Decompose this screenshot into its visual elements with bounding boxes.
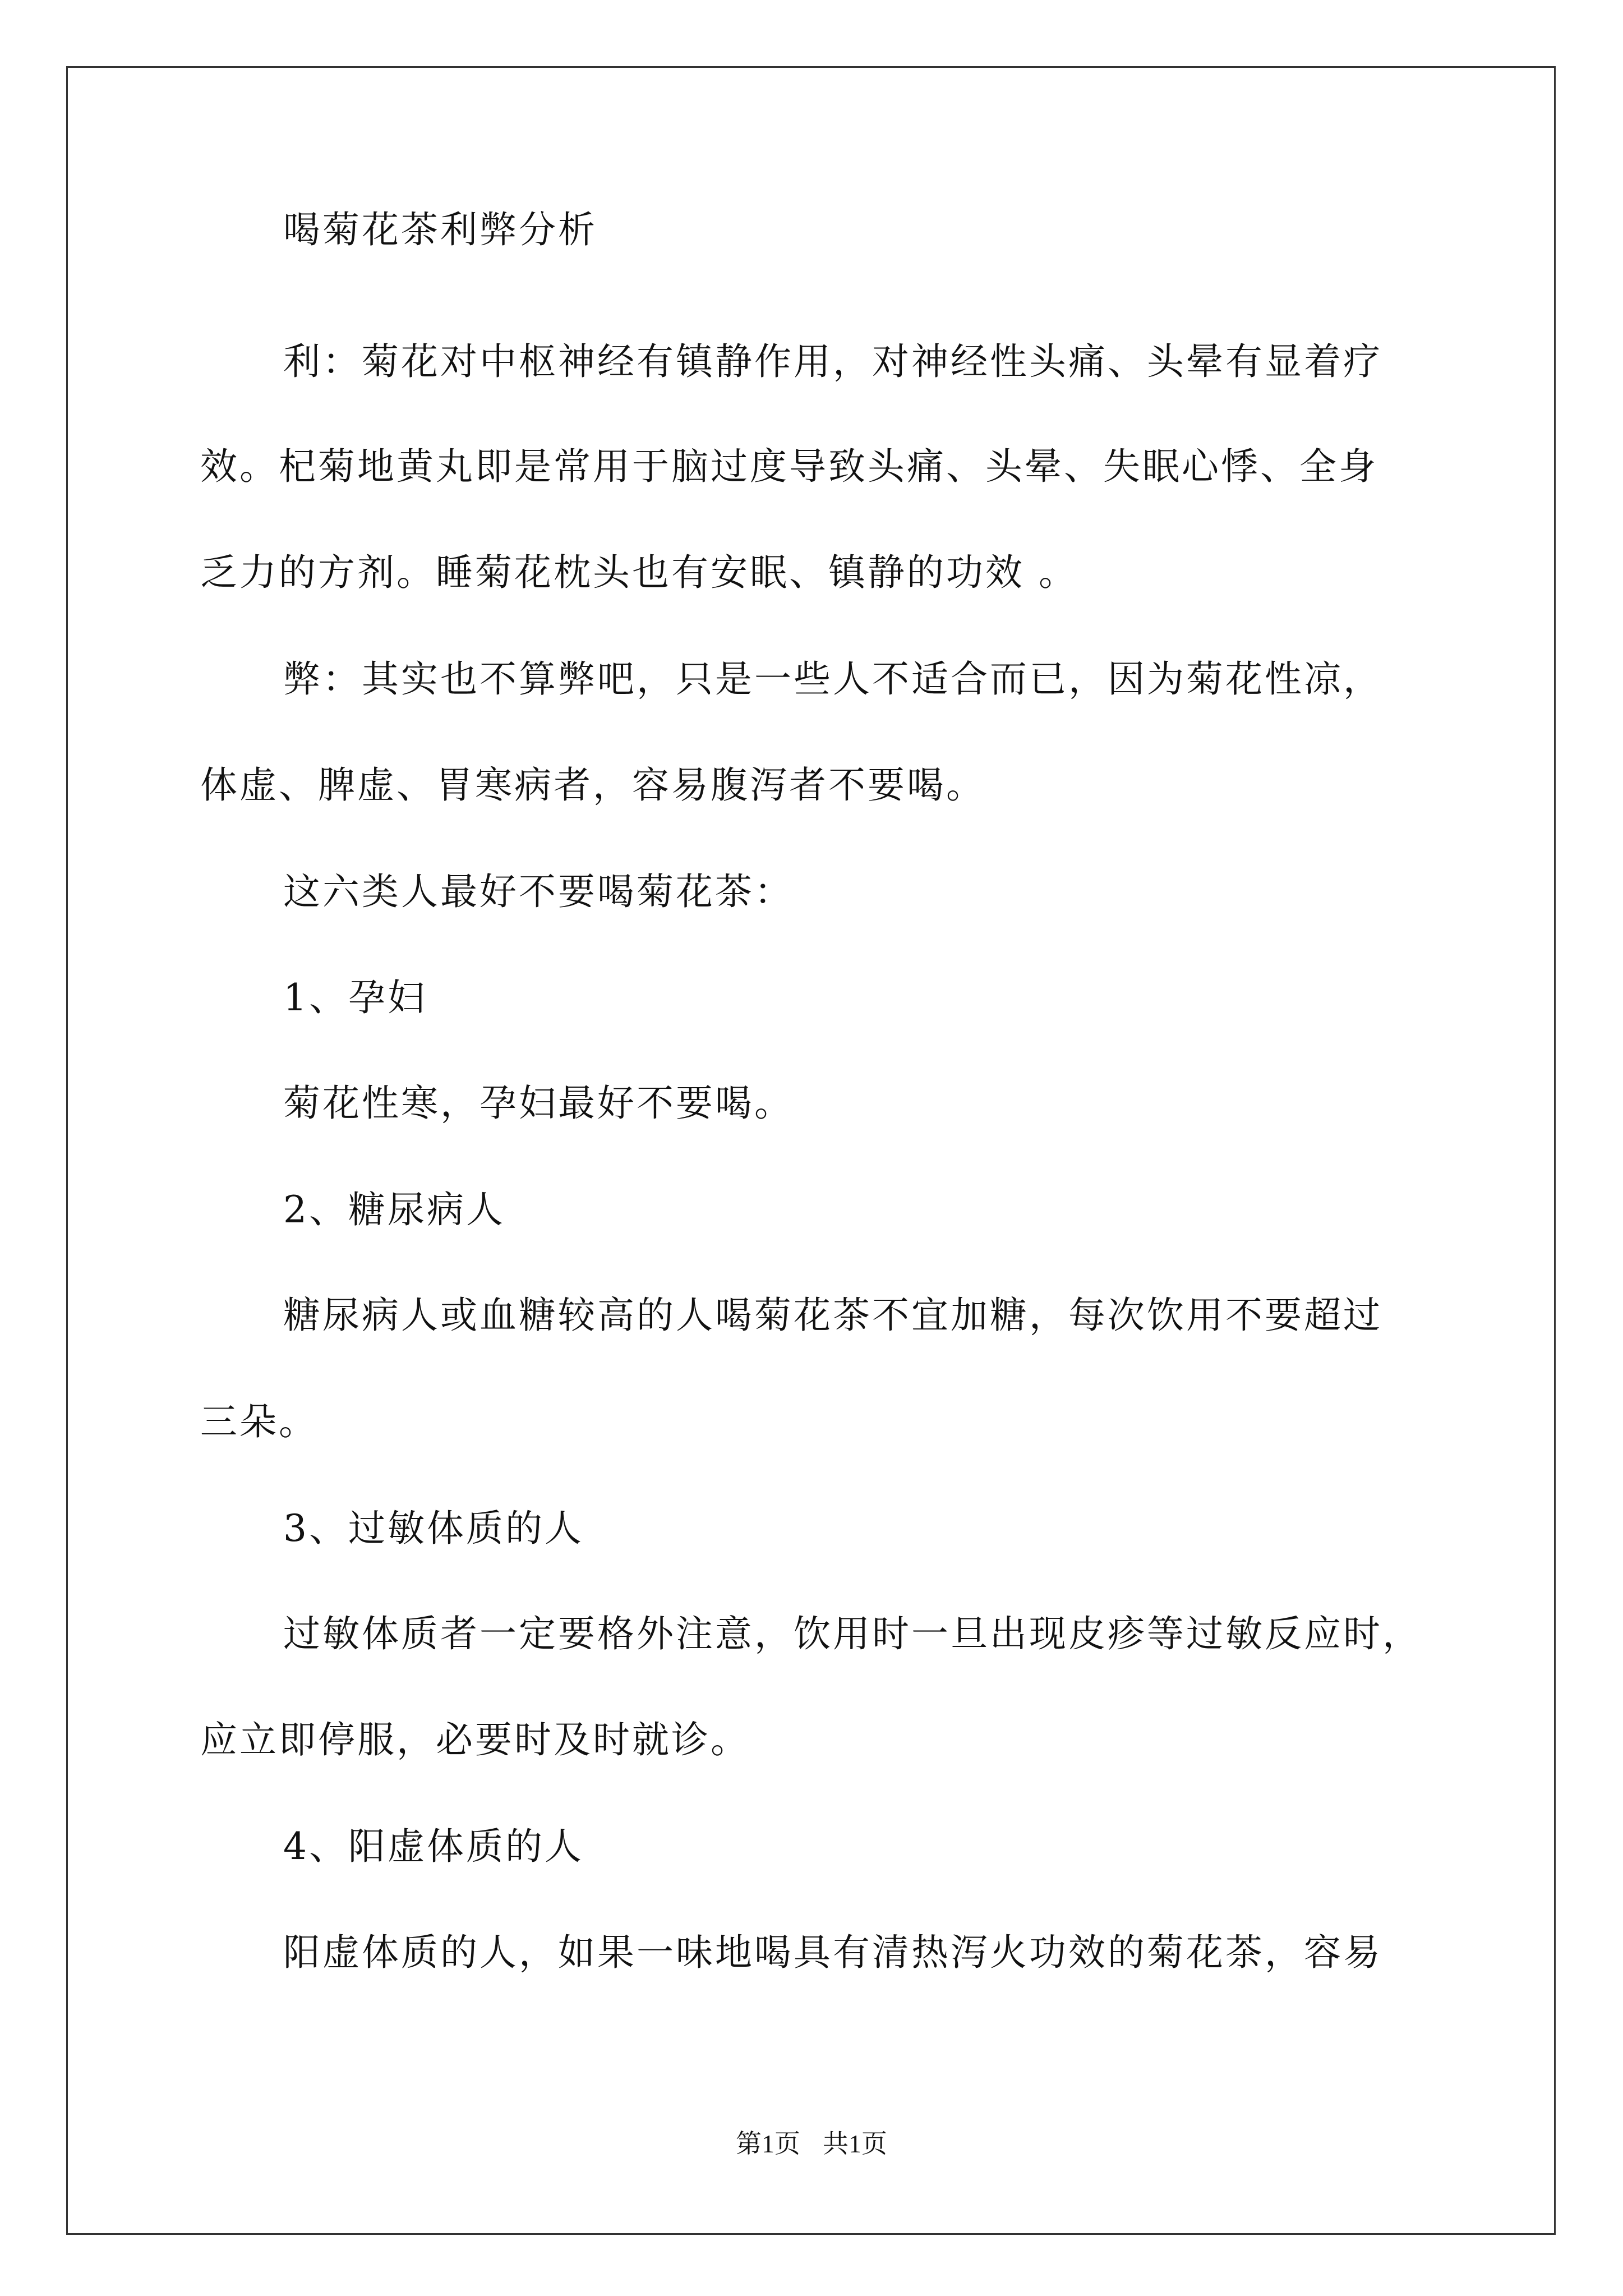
body-line-13: 过敏体质者一定要格外注意，饮用时一旦出现皮疹等过敏反应时， xyxy=(283,1612,1422,1655)
body-line-15: 4、阳虚体质的人 xyxy=(283,1825,584,1868)
page-border xyxy=(66,66,1556,2235)
body-line-8: 菊花性寒，孕妇最好不要喝。 xyxy=(283,1082,794,1125)
body-line-4: 弊：其实也不算弊吧，只是一些人不适合而已，因为菊花性凉， xyxy=(283,657,1382,701)
body-line-5: 体虚、脾虚、胃寒病者，容易腹泻者不要喝。 xyxy=(200,763,985,807)
body-line-3: 乏力的方剂。睡菊花枕头也有安眠、镇静的功效 。 xyxy=(200,551,1078,594)
page-number: 第1页 xyxy=(736,2129,800,2158)
body-line-16: 阳虚体质的人，如果一味地喝具有清热泻火功效的菊花茶，容易 xyxy=(283,1931,1382,1974)
body-line-7: 1、孕妇 xyxy=(283,976,427,1019)
page-footer xyxy=(0,2127,1623,2161)
document-title: 喝菊花茶利弊分析 xyxy=(283,208,597,251)
page-total: 共1页 xyxy=(823,2129,887,2158)
body-line-1: 利：菊花对中枢神经有镇静作用，对神经性头痛、头晕有显着疗 xyxy=(283,340,1382,383)
body-line-14: 应立即停服，必要时及时就诊。 xyxy=(200,1718,750,1761)
body-line-12: 3、过敏体质的人 xyxy=(283,1507,584,1550)
body-line-2: 效。杞菊地黄丸即是常用于脑过度导致头痛、头晕、失眠心悸、全身 xyxy=(200,445,1378,488)
body-line-9: 2、糖尿病人 xyxy=(283,1188,505,1231)
body-line-11: 三朵。 xyxy=(200,1400,318,1443)
body-line-6: 这六类人最好不要喝菊花茶： xyxy=(283,870,794,913)
body-line-10: 糖尿病人或血糖较高的人喝菊花茶不宜加糖，每次饮用不要超过 xyxy=(283,1294,1382,1337)
